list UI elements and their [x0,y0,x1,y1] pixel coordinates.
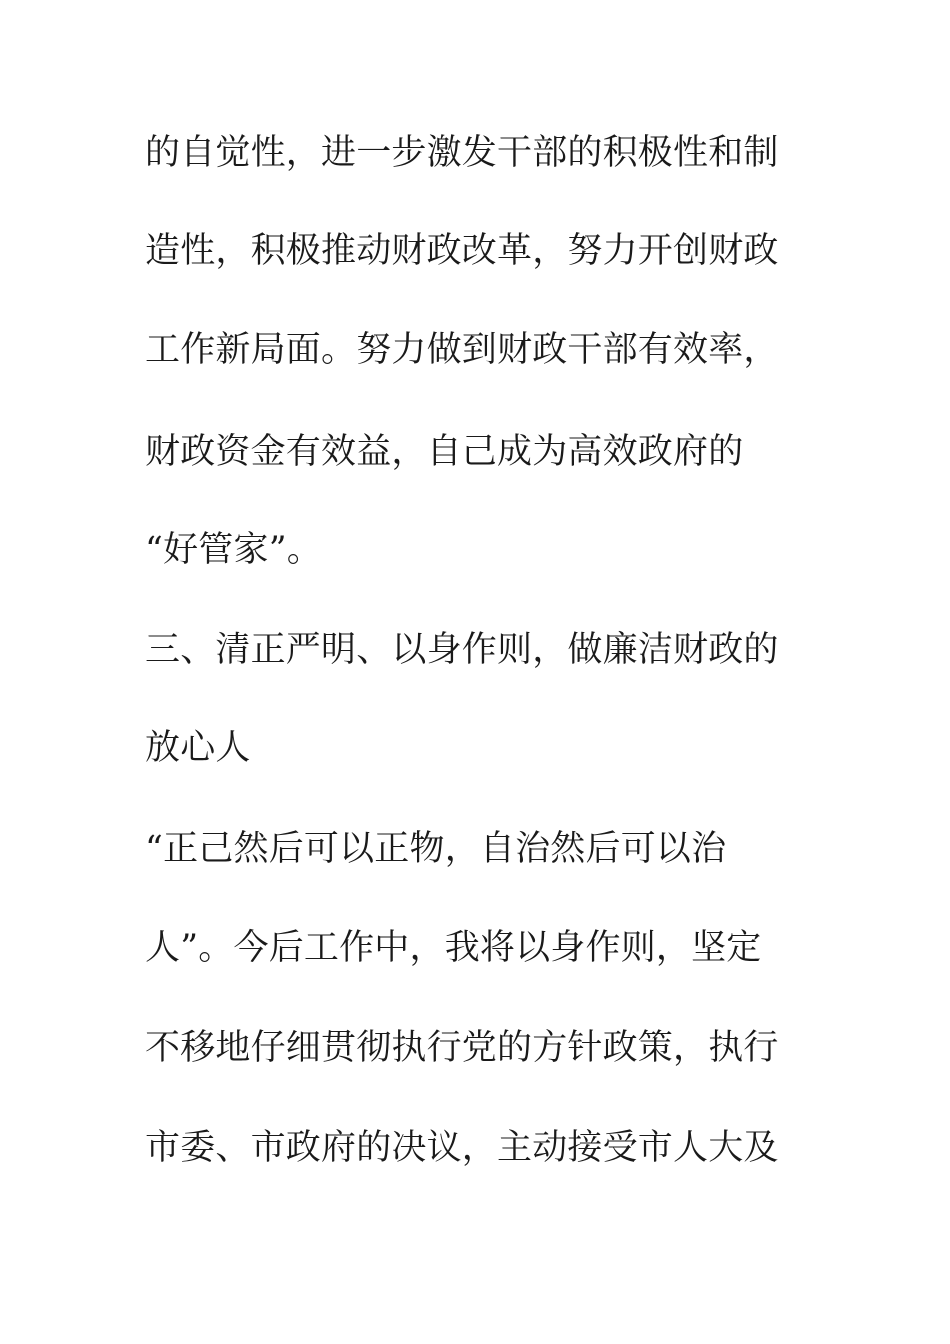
paragraph-line: “正己然后可以正物，自治然后可以治 [145,829,727,869]
paragraph-line: 的自觉性，进一步激发干部的积极性和制 [145,133,779,173]
section-heading-line: 三、清正严明、以身作则，做廉洁财政的 [145,630,779,670]
paragraph-line: “好管家”。 [145,530,322,570]
paragraph-line: 工作新局面。努力做到财政干部有效率， [145,330,779,370]
paragraph-line: 财政资金有效益，自己成为高效政府的 [145,432,744,472]
paragraph-line: 市委、市政府的决议，主动接受市人大及 [145,1128,779,1168]
paragraph-line: 人”。今后工作中，我将以身作则，坚定 [145,928,762,968]
section-heading-line: 放心人 [145,728,251,768]
paragraph-line: 不移地仔细贯彻执行党的方针政策，执行 [145,1028,779,1068]
paragraph-line: 造性，积极推动财政改革，努力开创财政 [145,231,779,271]
